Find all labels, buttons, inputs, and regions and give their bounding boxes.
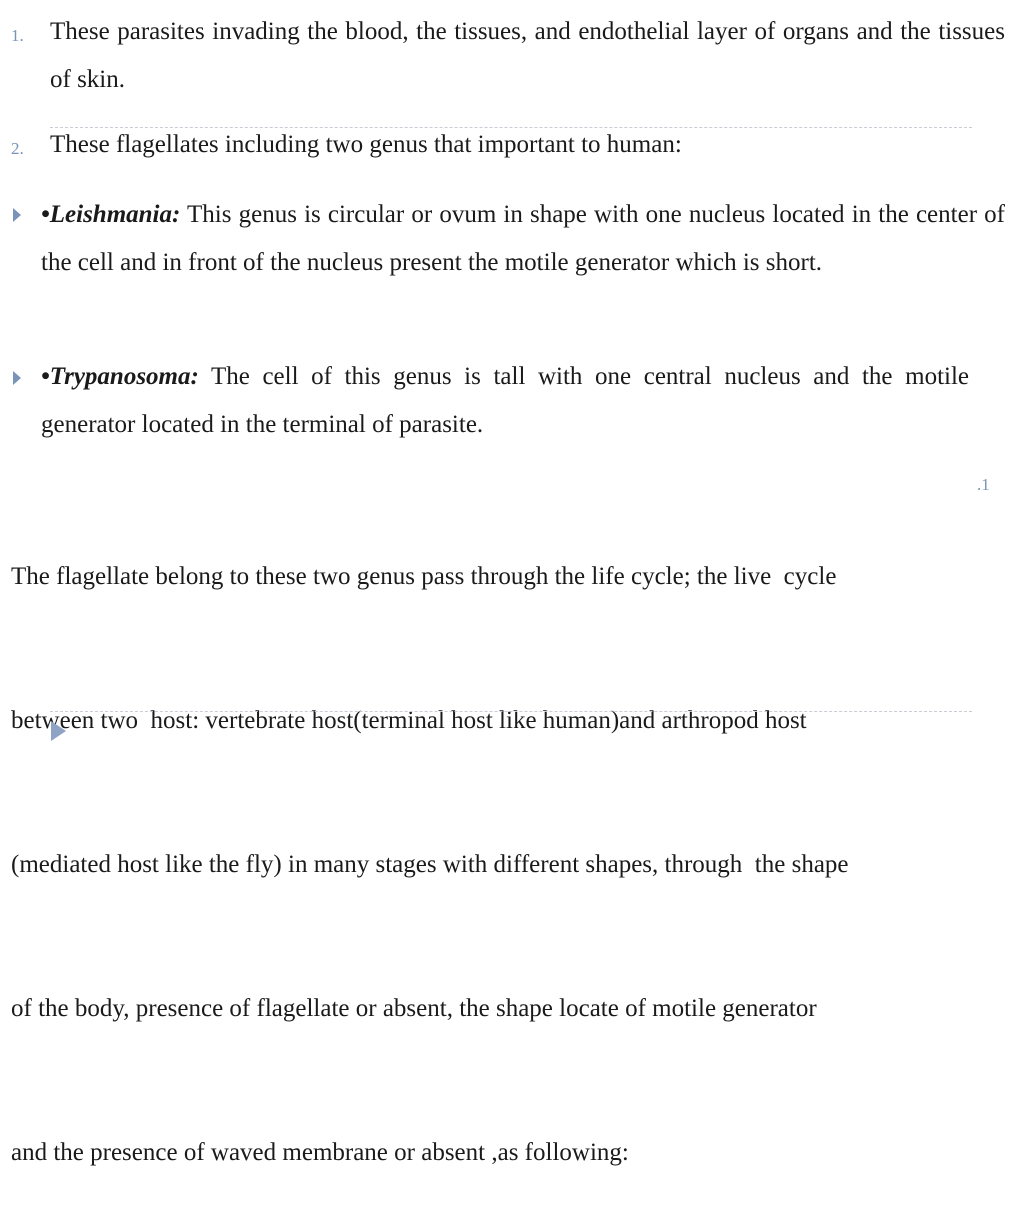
term-leishmania: •Leishmania: [41, 201, 181, 228]
list-item-1-text: These parasites invading the blood, the tissues, and endothelial layer of organs and the tissues of skin. [50, 18, 1005, 93]
bullet-leishmania [41, 191, 1005, 287]
closing-line: and the presence of waved membrane or absent ,as following: [11, 1139, 629, 1166]
closing-line: The flagellate belong to these two genus pass through the life cycle; the live cycle [11, 563, 837, 590]
bullet-leishmania-text: This genus is circular or ovum in shape with one nucleus located in the center of the cell and in front of the nucleus present the motile generator which is short. [41, 201, 1005, 276]
closing-number: .1 [977, 475, 990, 494]
closing-line: of the body, presence of flagellate or absent, the shape locate of motile generator [11, 995, 817, 1022]
closing-paragraph [11, 457, 849, 1225]
list-number-1: 1. [11, 26, 24, 45]
closing-line: between two host: vertebrate host(terminal host like human)and arthropod host [11, 707, 807, 734]
closing-line: (mediated host like the fly) in many stages with different shapes, through the shape [11, 851, 849, 878]
divider-bottom [50, 711, 972, 712]
list-number-2: 2. [11, 139, 24, 158]
bullet-triangle-icon [13, 208, 21, 222]
term-trypanosoma: •Trypanosoma: [41, 363, 199, 390]
bullet-trypanosoma [41, 353, 969, 449]
list-item-2-text: These flagellates including two genus that important to human: [50, 131, 682, 158]
bullet-triangle-icon [13, 371, 21, 385]
next-slide-icon[interactable] [51, 721, 66, 741]
bullet-trypanosoma-text: The cell of this genus is tall with one central nucleus and the motile generator located in the terminal of parasite. [41, 363, 969, 438]
